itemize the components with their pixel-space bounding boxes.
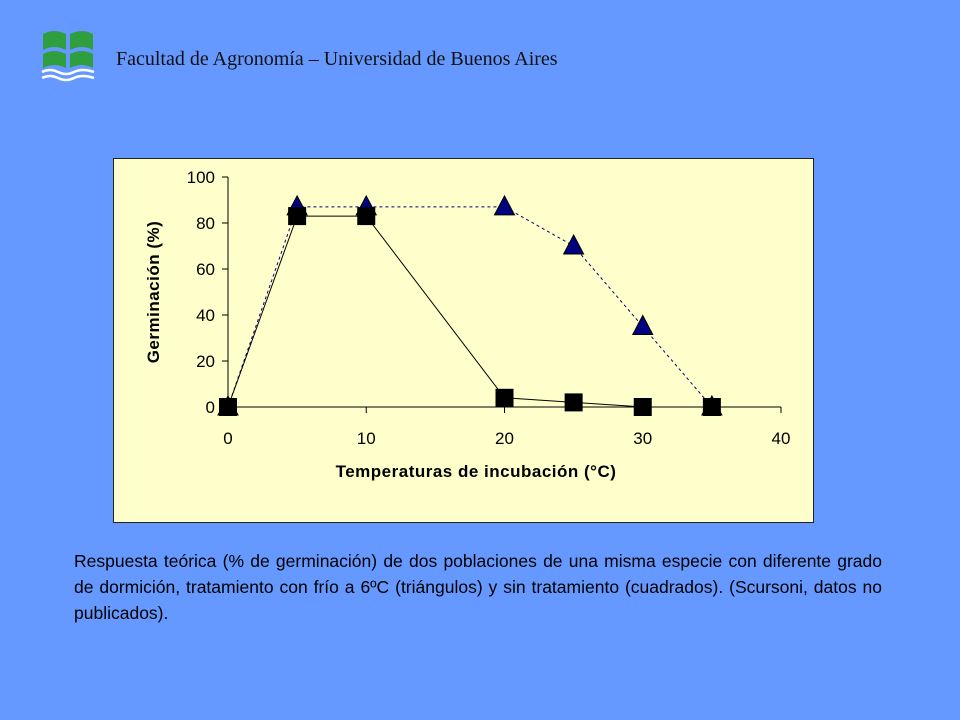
y-tick-label: 80 [196,214,215,233]
chart-frame [113,158,814,523]
x-axis-title: Temperaturas de incubación (°C) [335,462,617,481]
square-point [288,207,306,225]
square-point [703,398,721,416]
square-point [357,207,375,225]
triangle-point [633,316,653,335]
y-tick-label: 20 [196,352,215,371]
y-axis-title: Germinación (%) [144,220,163,364]
square-point [634,398,652,416]
faculty-logo [40,28,96,82]
triangle-point [495,196,515,215]
square-point [219,398,237,416]
faculty-title: Facultad de Agronomía – Universidad de Buenos Aires [116,48,558,70]
figure-caption: Respuesta teórica (% de germinación) de dos poblaciones de una misma especie con diferente grado de dormición, tratamiento con frío a 6ºC (triángulos) y sin tratamiento (cuadrados). (Scursoni, datos no publicados). [74,551,882,623]
square-point [496,389,514,407]
y-tick-label: 60 [196,260,215,279]
square-series-line [228,216,712,407]
germination-chart [114,159,813,522]
x-tick-label: 10 [356,429,376,448]
x-tick-label: 40 [771,429,791,448]
x-tick-label: 20 [495,429,514,448]
square-point [565,393,583,411]
y-tick-label: 40 [196,306,215,325]
triangle-point [564,235,584,254]
y-tick-label: 100 [186,168,215,187]
y-tick-label: 0 [205,398,215,417]
x-tick-label: 30 [633,429,653,448]
x-tick-label: 0 [223,429,233,448]
triangle-series-line [228,207,712,407]
